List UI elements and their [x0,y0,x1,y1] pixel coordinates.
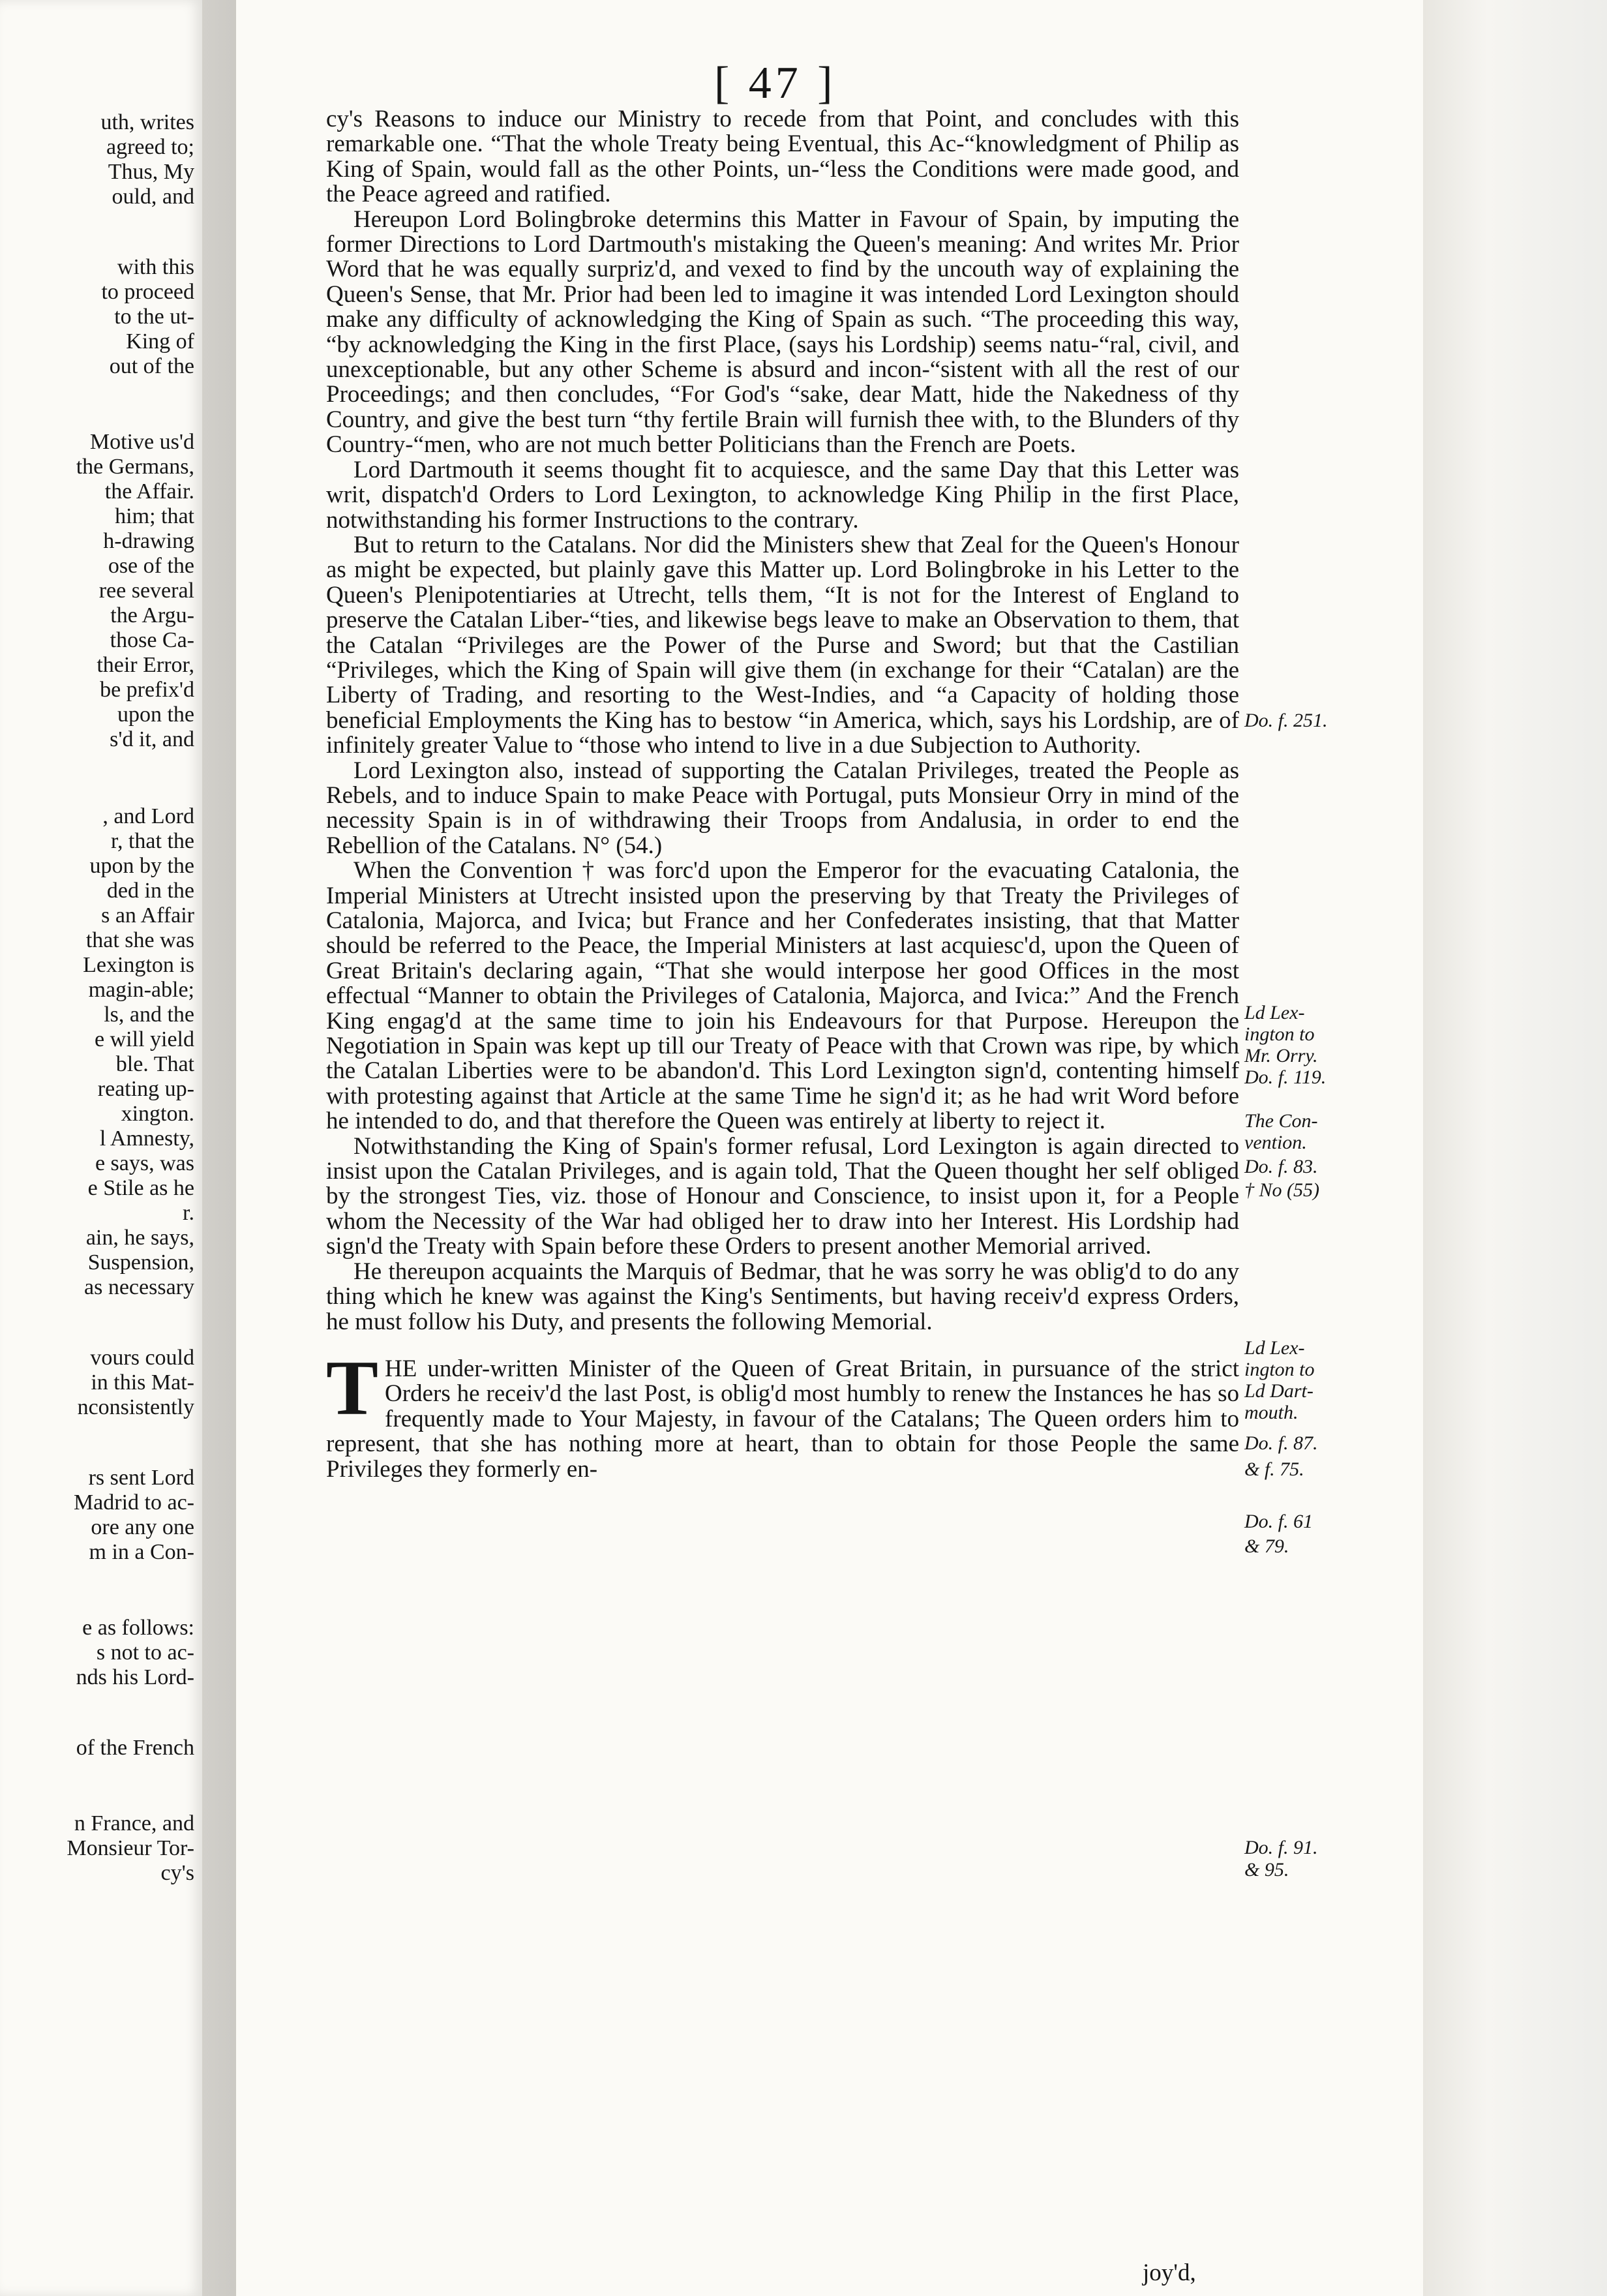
page-edge [1423,0,1607,2296]
left-line: be prefix'd [100,678,194,702]
left-line: ain, he says, [85,1226,194,1250]
left-line: ree several [98,579,194,603]
marginal-note: Do. f. 83. [1244,1156,1318,1177]
left-line: r, that the [111,829,194,853]
left-line: as necessary [84,1275,194,1299]
left-line: n France, and [74,1811,194,1835]
left-line: upon the [117,702,194,727]
left-line: e as follows: [82,1616,194,1640]
marginal-note: ington to [1244,1023,1315,1045]
left-line: Madrid to ac- [73,1490,194,1515]
marginal-note: & f. 75. [1244,1458,1304,1480]
marginal-note: Ld Lex- [1244,1002,1305,1023]
left-line: e will yield [95,1027,194,1051]
paragraph: Lord Lexington also, instead of supporting the Catalan Privileges, treated the People as Rebels, and to induce Spain to make Peace with Portugal, puts Monsieur Orry in mind of the necessity Spain is in of withdrawing their Troops from Andalusia, in order to end the Rebellion of the Catalans. N° (54.) [326,757,1239,859]
left-line: Monsieur Tor- [67,1836,194,1860]
left-line: rs sent Lord [88,1466,194,1490]
left-line: h-drawing [103,529,194,553]
left-line: the Germans, [76,455,194,479]
paragraph: Notwithstanding the King of Spain's former refusal, Lord Lexington is again directed to insist upon the Catalan Privileges, and is again told, That the Queen thought her self obliged by the strongest Ties, viz. those of Honour and Conscience, to insist upon it, for a People whom the Necessity of the War had obliged her to draw into her Interest. His Lordship had sign'd the Treaty with Spain before these Orders to present another Memorial arrived. [326,1132,1239,1260]
paragraph: But to return to the Catalans. Nor did the Ministers shew that Zeal for the Queen's Honour as might be expected, but plainly gave this Matter up. Lord Bolingbroke in his Letter to the Queen's Plenipotentiaries at Utrecht, tells them, “It is not for the Interest of England to preserve the Catalan Liber-“ties, and likewise begs leave to make an Observation to them, that the Catalan “Privileges are the Power of the Purse and Sword; but that the Castilian “Privileges, which the King of Spain will give them (in exchange for their “Catalan) are the Liberty of Trading, and resorting to the West-Indies, and “a Capacity of holding those beneficial Employments the King has to bestow “in America, which, says his Lordship, are of infinitely greater Value to “those who intend to live in a due Subjection to Authority. [326,531,1239,759]
left-line: those Ca- [110,628,194,652]
left-line: out of the [109,354,194,378]
left-line: e Stile as he [87,1176,194,1200]
left-line: of the French [76,1736,194,1760]
left-line: vours could [90,1346,194,1370]
left-line: their Error, [97,653,194,677]
marginal-note: The Con- [1244,1110,1318,1132]
left-line: nds his Lord- [76,1665,194,1689]
left-line: that she was [85,928,194,952]
marginal-note: Do. f. 119. [1244,1066,1327,1088]
left-line: , and Lord [102,804,194,828]
left-line: magin-able; [88,978,194,1002]
left-line: r. [183,1201,194,1225]
left-line: Suspension, [87,1250,194,1275]
left-line: to proceed [101,280,194,304]
paragraph: cy's Reasons to induce our Ministry to recede from that Point, and concludes with this remarkable one. “That the whole Treaty being Eventual, this Ac-“knowledgment of Philip as King of Spain, would fall as the other Points, un-“less the Conditions were made good, and the Peace agreed and ratified. [326,106,1239,208]
main-text-column [326,107,1239,1482]
left-page-fragment [0,0,202,2296]
marginal-note: & 79. [1244,1535,1289,1557]
left-line: e says, was [95,1151,194,1175]
memorial [326,1344,1239,1483]
left-line: s an Affair [101,903,194,928]
drop-cap: T [326,1344,379,1431]
paragraph: Lord Dartmouth it seems thought fit to acquiesce, and the same Day that this Letter was writ, dispatch'd Orders to Lord Lexington, to acknowledge King Philip in the first Place, notwithstanding his former Instructions to the contrary. [326,456,1239,534]
left-line: nconsistently [77,1395,194,1419]
marginal-note: Do. f. 251. [1244,710,1328,731]
left-line: s not to ac- [96,1640,194,1665]
marginal-note: Do. f. 61 [1244,1511,1313,1532]
marginal-note: Ld Lex- [1244,1337,1305,1359]
marginal-note: Ld Dart- [1244,1380,1314,1402]
paragraph: When the Convention † was forc'd upon the Emperor for the evacuating Catalonia, the Imperial Ministers at Utrecht insisted upon the preserving by that Treaty the Privileges of Catalonia, Majorca, and Ivica; but France and her Confederates insisting, that that Matter should be referred to the Peace, the Imperial Ministers at last acquiesc'd, upon the Queen of Great Britain's declaring again, “That she would interpose her good Offices in the most effectual “Manner to obtain the Privileges of Catalonia, Majorca, and Ivica:” And the French King engag'd at the same time to join his Endeavours for that Purpose. Hereupon the Negotiation in Spain was kept up till our Treaty of Peace with that Crown was ripe, by which the Catalan Liberties were to be abandon'd. This Lord Lexington sign'd, contenting himself with protesting against that Article at the same Time he sign'd it; as he had writ Word before he intended to do, and that therefore the Queen was entirely at liberty to reject it. [326,857,1239,1135]
marginal-note: ington to [1244,1359,1315,1380]
left-line: agreed to; [106,135,194,159]
left-line: cy's [160,1861,194,1885]
left-line: Lexington is [83,953,194,977]
left-line: ould, and [112,185,194,209]
left-line: s'd it, and [110,727,194,751]
left-line: upon by the [89,854,194,878]
marginal-note: † No (55) [1244,1179,1319,1201]
page-number: [ 47 ] [714,58,837,108]
marginal-note: Mr. Orry. [1244,1045,1318,1066]
left-line: Thus, My [108,160,194,184]
left-line: Motive us'd [89,430,194,454]
marginal-note: Do. f. 87. [1244,1432,1318,1454]
left-line: ls, and the [104,1003,194,1027]
left-line: in this Mat- [91,1370,194,1395]
left-line: uth, writes [100,110,194,134]
left-line: ble. That [115,1052,194,1076]
left-line: him; that [115,504,194,528]
left-line: to the ut- [114,305,194,329]
marginal-note: & 95. [1244,1859,1289,1881]
paragraph: Hereupon Lord Bolingbroke determins this Matter in Favour of Spain, by imputing the former Directions to Lord Dartmouth's mistaking the Queen's meaning: And writes Mr. Prior Word that he was equally surpriz'd, and vexed to find by the uncouth way of explaining the Queen's Sense, that Mr. Prior had been led to imagine it was intended Lord Lexington should make any difficulty of acknowledging the King of Spain as such. “The proceeding this way, “by acknowledging the King in the first Place, (says his Lordship) seems natu-“ral, civil, and unexceptionable, but any other Scheme is absurd and incon-“sistent with all the rest of our Proceedings; and then concludes, “For God's “sake, dear Matt, hide the Nakedness of thy Country, and give the best turn “thy fertile Brain will furnish thee with, to the Blunders of thy Country-“men, who are not much better Politicians than the French are Poets. [326,205,1239,459]
marginal-note: Do. f. 91. [1244,1837,1318,1858]
left-line: xington. [121,1102,194,1126]
left-line: King of [126,329,194,354]
left-line: reating up- [97,1077,194,1101]
catchword: joy'd, [1143,2259,1196,2286]
marginal-note: vention. [1244,1132,1307,1153]
left-line: ded in the [106,879,194,903]
left-line: with this [117,255,194,279]
left-line: m in a Con- [89,1540,194,1564]
left-line: the Argu- [110,603,194,627]
left-line: l Amnesty, [99,1126,194,1151]
marginal-note: mouth. [1244,1402,1299,1423]
left-line: ose of the [108,554,194,578]
left-line: the Affair. [104,479,194,504]
paragraph: He thereupon acquaints the Marquis of Bedmar, that he was sorry he was oblig'd to do any thing which he knew was against the King's Sentiments, but having receiv'd express Orders, he must follow his Duty, and presents the following Memorial. [326,1258,1239,1335]
left-line: ore any one [91,1515,194,1539]
memorial-text: HE under-written Minister of the Queen of Great Britain, in pursuance of the strict Orders he receiv'd the last Post, is oblig'd most humbly to renew the Instances he has so frequently made to Your Majesty, in favour of the Catalans; The Queen orders him to represent, that she has nothing more at heart, than to obtain for those People the same Privileges they formerly en- [326,1355,1239,1483]
